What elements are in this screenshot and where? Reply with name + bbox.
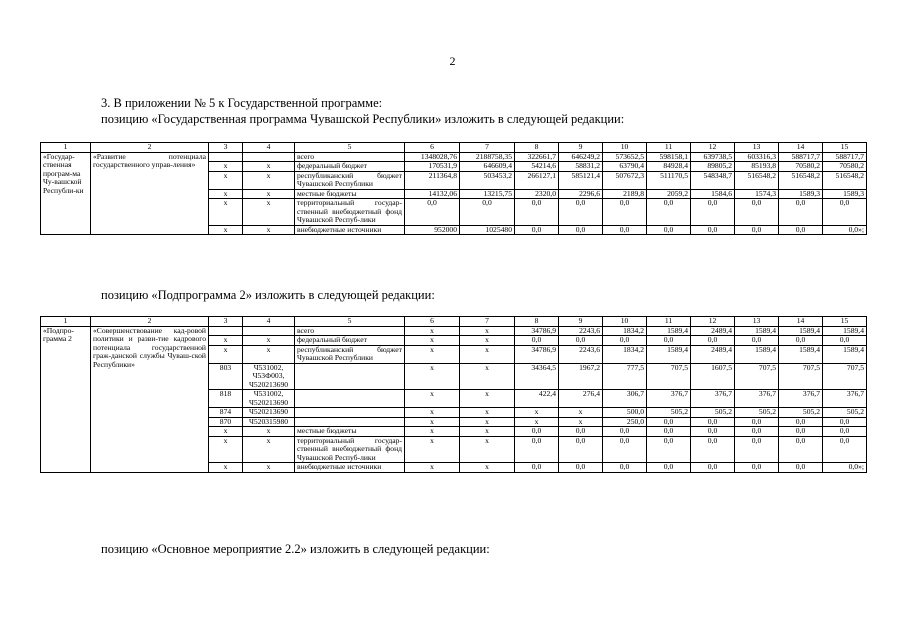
column-number: 13 (735, 317, 779, 327)
amount-cell: х (405, 345, 460, 363)
amount-cell: 585121,4 (559, 171, 603, 189)
column-number: 6 (405, 143, 460, 153)
amount-cell: 516548,2 (735, 171, 779, 189)
amount-cell: 0,0 (515, 427, 559, 437)
grbs-code-cell: 874 (209, 408, 243, 418)
amount-cell: 376,7 (735, 390, 779, 408)
funding-source-cell: территориальный государ-ственный внебюджетный фонд Чувашской Респуб-лики (295, 199, 405, 226)
amount-cell: 0,0 (603, 199, 647, 226)
amount-cell: 34786,9 (515, 326, 559, 336)
intro-paragraph-3: позицию «Основное мероприятие 2.2» изложить в следующей редакции: (101, 542, 490, 556)
funding-source-cell: внебюджетные источники (295, 463, 405, 473)
amount-cell: 0,0 (515, 436, 559, 463)
target-code-cell: х (243, 463, 295, 473)
column-number: 12 (691, 317, 735, 327)
target-code-cell: х (243, 427, 295, 437)
amount-cell: 0,0 (559, 199, 603, 226)
amount-cell: 211364,8 (405, 171, 460, 189)
table-header-row (41, 317, 867, 327)
amount-cell: 0,0 (779, 336, 823, 346)
target-code-cell: Ч531002, Ч53Ф003, Ч520213690 (243, 363, 295, 390)
amount-cell: 0,0 (460, 199, 515, 226)
grbs-code-cell: 870 (209, 417, 243, 427)
amount-cell: х (460, 408, 515, 418)
amount-cell: 0,0 (647, 427, 691, 437)
grbs-code-cell: х (209, 336, 243, 346)
amount-cell: 1607,5 (691, 363, 735, 390)
amount-cell: 0,0 (647, 463, 691, 473)
amount-cell: 376,7 (647, 390, 691, 408)
amount-cell: 0,0 (647, 436, 691, 463)
amount-cell: 422,4 (515, 390, 559, 408)
amount-cell: 1589,4 (779, 345, 823, 363)
budget-table-program (40, 142, 867, 235)
funding-source-cell: всего (295, 152, 405, 162)
amount-cell: х (460, 345, 515, 363)
amount-cell: 70580,2 (823, 162, 867, 172)
amount-cell: 0,0 (823, 199, 867, 226)
amount-cell: х (559, 417, 603, 427)
page-number: 2 (449, 54, 456, 68)
amount-cell: х (460, 336, 515, 346)
amount-cell: 0,0 (691, 336, 735, 346)
amount-cell: 0,0 (647, 225, 691, 235)
column-number: 14 (779, 317, 823, 327)
amount-cell: 14132,06 (405, 189, 460, 199)
column-number: 6 (405, 317, 460, 327)
amount-cell: 500,0 (603, 408, 647, 418)
amount-cell: 2296,6 (559, 189, 603, 199)
funding-source-cell: местные бюджеты (295, 427, 405, 437)
column-number: 11 (647, 143, 691, 153)
amount-cell: 0,0»; (823, 463, 867, 473)
amount-cell: х (460, 427, 515, 437)
amount-cell: 1589,4 (823, 345, 867, 363)
amount-cell: 1589,4 (735, 326, 779, 336)
amount-cell: 1589,4 (647, 326, 691, 336)
column-number: 9 (559, 317, 603, 327)
amount-cell: х (460, 436, 515, 463)
column-number: 4 (243, 317, 295, 327)
amount-cell: 170531,9 (405, 162, 460, 172)
amount-cell: 2188758,35 (460, 152, 515, 162)
funding-source-cell: республиканский бюджет Чувашской Республики (295, 345, 405, 363)
amount-cell: 0,0 (647, 199, 691, 226)
amount-cell: 1589,4 (647, 345, 691, 363)
amount-cell: 376,7 (779, 390, 823, 408)
amount-cell: 0,0 (559, 427, 603, 437)
amount-cell: 0,0 (559, 225, 603, 235)
amount-cell: 1574,3 (735, 189, 779, 199)
target-code-cell (243, 152, 295, 162)
amount-cell: 1589,4 (735, 345, 779, 363)
amount-cell: 0,0 (779, 463, 823, 473)
amount-cell: х (460, 363, 515, 390)
amount-cell: 0,0 (823, 427, 867, 437)
column-number: 8 (515, 143, 559, 153)
amount-cell: 84928,4 (647, 162, 691, 172)
program-name-cell: «Государ-ственная програм-ма Чу-вашской Республи-ки (41, 152, 91, 235)
funding-source-cell: федеральный бюджет (295, 336, 405, 346)
amount-cell: 1589,4 (823, 326, 867, 336)
funding-source-cell: внебюджетные источники (295, 225, 405, 235)
target-code-cell: х (243, 189, 295, 199)
amount-cell: х (405, 417, 460, 427)
amount-cell: х (405, 363, 460, 390)
section-heading: 3. В приложении № 5 к Государственной программе: (101, 96, 383, 110)
amount-cell: 58831,2 (559, 162, 603, 172)
amount-cell: х (405, 336, 460, 346)
amount-cell: 0,0 (603, 336, 647, 346)
grbs-code-cell: х (209, 171, 243, 189)
grbs-code-cell: х (209, 225, 243, 235)
amount-cell: х (405, 463, 460, 473)
amount-cell: 0,0 (515, 199, 559, 226)
column-number: 14 (779, 143, 823, 153)
grbs-code-cell (209, 152, 243, 162)
amount-cell: 588717,7 (823, 152, 867, 162)
table-row (41, 326, 867, 336)
funding-source-cell (295, 408, 405, 418)
amount-cell: 63790,4 (603, 162, 647, 172)
program-title-cell: «Совершенствование кад-ровой политики и разви-тие кадрового потенциала государственной граж-данской службы Чуваш-ской Республики» (91, 326, 209, 472)
amount-cell: 0,0 (515, 463, 559, 473)
amount-cell: 707,5 (779, 363, 823, 390)
amount-cell: 0,0 (823, 436, 867, 463)
grbs-code-cell: х (209, 199, 243, 226)
amount-cell: х (405, 427, 460, 437)
target-code-cell: Ч531002, Ч520213690 (243, 390, 295, 408)
amount-cell: 0,0 (735, 199, 779, 226)
amount-cell: 1589,3 (779, 189, 823, 199)
funding-source-cell (295, 417, 405, 427)
amount-cell: х (559, 408, 603, 418)
amount-cell: 376,7 (823, 390, 867, 408)
amount-cell: 0,0 (691, 225, 735, 235)
amount-cell: 0,0 (779, 436, 823, 463)
amount-cell: 505,2 (647, 408, 691, 418)
amount-cell: 1834,2 (603, 345, 647, 363)
amount-cell: 0,0 (823, 336, 867, 346)
grbs-code-cell: х (209, 436, 243, 463)
amount-cell: 1967,2 (559, 363, 603, 390)
amount-cell: х (405, 408, 460, 418)
grbs-code-cell: 803 (209, 363, 243, 390)
amount-cell: 0,0 (603, 225, 647, 235)
column-number: 2 (91, 317, 209, 327)
grbs-code-cell: х (209, 189, 243, 199)
column-number: 9 (559, 143, 603, 153)
amount-cell: 2243,6 (559, 345, 603, 363)
amount-cell: 1348028,76 (405, 152, 460, 162)
program-title-cell: «Развитие потенциала государственного управ-ления» (91, 152, 209, 235)
amount-cell: 2243,6 (559, 326, 603, 336)
target-code-cell: х (243, 199, 295, 226)
amount-cell: х (515, 408, 559, 418)
amount-cell: 0,0 (779, 427, 823, 437)
column-number: 10 (603, 317, 647, 327)
amount-cell: 13215,75 (460, 189, 515, 199)
grbs-code-cell (209, 326, 243, 336)
funding-source-cell: федеральный бюджет (295, 162, 405, 172)
amount-cell: 0,0 (603, 436, 647, 463)
amount-cell: 0,0 (823, 417, 867, 427)
grbs-code-cell: 818 (209, 390, 243, 408)
amount-cell: 646249,2 (559, 152, 603, 162)
column-number: 12 (691, 143, 735, 153)
amount-cell: 0,0 (559, 336, 603, 346)
amount-cell: 1025480 (460, 225, 515, 235)
amount-cell: х (460, 417, 515, 427)
amount-cell: 0,0 (779, 225, 823, 235)
amount-cell: 0,0 (515, 225, 559, 235)
amount-cell: 0,0 (735, 225, 779, 235)
column-number: 3 (209, 143, 243, 153)
column-number: 15 (823, 317, 867, 327)
funding-source-cell (295, 390, 405, 408)
amount-cell: 0,0 (691, 427, 735, 437)
amount-cell: 0,0 (691, 199, 735, 226)
amount-cell: 2489,4 (691, 345, 735, 363)
amount-cell: 0,0 (691, 463, 735, 473)
grbs-code-cell: х (209, 463, 243, 473)
amount-cell: 573652,5 (603, 152, 647, 162)
column-number: 7 (460, 317, 515, 327)
target-code-cell: Ч520315980 (243, 417, 295, 427)
amount-cell: 34786,9 (515, 345, 559, 363)
amount-cell: х (405, 390, 460, 408)
amount-cell: 1589,4 (779, 326, 823, 336)
amount-cell: 503453,2 (460, 171, 515, 189)
intro-paragraph-1: позицию «Государственная программа Чувашской Республики» изложить в следующей редакции: (101, 112, 625, 126)
target-code-cell: х (243, 225, 295, 235)
amount-cell: 646609,4 (460, 162, 515, 172)
amount-cell: 0,0 (779, 417, 823, 427)
amount-cell: 603316,3 (735, 152, 779, 162)
amount-cell: 548348,7 (691, 171, 735, 189)
amount-cell: 70580,2 (779, 162, 823, 172)
target-code-cell: х (243, 171, 295, 189)
amount-cell: 2059,2 (647, 189, 691, 199)
amount-cell: 0,0»; (823, 225, 867, 235)
amount-cell: 598158,1 (647, 152, 691, 162)
funding-source-cell: республиканский бюджет Чувашской Республики (295, 171, 405, 189)
amount-cell: х (460, 326, 515, 336)
amount-cell: 0,0 (735, 436, 779, 463)
column-number: 5 (295, 143, 405, 153)
column-number: 2 (91, 143, 209, 153)
amount-cell: 505,2 (779, 408, 823, 418)
column-number: 8 (515, 317, 559, 327)
amount-cell: 250,0 (603, 417, 647, 427)
amount-cell: 0,0 (603, 463, 647, 473)
budget-table-subprogram-2 (40, 316, 867, 473)
column-number: 7 (460, 143, 515, 153)
amount-cell: 54214,6 (515, 162, 559, 172)
funding-source-cell: местные бюджеты (295, 189, 405, 199)
amount-cell: 0,0 (691, 436, 735, 463)
column-number: 1 (41, 143, 91, 153)
column-number: 13 (735, 143, 779, 153)
column-number: 1 (41, 317, 91, 327)
funding-source-cell: всего (295, 326, 405, 336)
amount-cell: 0,0 (515, 336, 559, 346)
amount-cell: 0,0 (647, 336, 691, 346)
amount-cell: 2320,0 (515, 189, 559, 199)
target-code-cell (243, 326, 295, 336)
amount-cell: 376,7 (691, 390, 735, 408)
amount-cell: 2489,4 (691, 326, 735, 336)
column-number: 15 (823, 143, 867, 153)
amount-cell: 2189,8 (603, 189, 647, 199)
column-number: 5 (295, 317, 405, 327)
amount-cell: х (460, 463, 515, 473)
amount-cell: 516548,2 (823, 171, 867, 189)
amount-cell: 85193,8 (735, 162, 779, 172)
table-header-row (41, 143, 867, 153)
intro-paragraph-2: позицию «Подпрограмма 2» изложить в следующей редакции: (101, 288, 435, 302)
grbs-code-cell: х (209, 427, 243, 437)
amount-cell: 0,0 (735, 417, 779, 427)
amount-cell: 322661,7 (515, 152, 559, 162)
amount-cell: 707,5 (647, 363, 691, 390)
amount-cell: 0,0 (779, 199, 823, 226)
amount-cell: 505,2 (691, 408, 735, 418)
grbs-code-cell: х (209, 345, 243, 363)
amount-cell: 0,0 (603, 427, 647, 437)
amount-cell: 505,2 (823, 408, 867, 418)
column-number: 10 (603, 143, 647, 153)
column-number: 11 (647, 317, 691, 327)
amount-cell: 276,4 (559, 390, 603, 408)
amount-cell: х (460, 390, 515, 408)
amount-cell: 1584,6 (691, 189, 735, 199)
amount-cell: 0,0 (559, 436, 603, 463)
target-code-cell: х (243, 336, 295, 346)
amount-cell: 777,5 (603, 363, 647, 390)
amount-cell: 952000 (405, 225, 460, 235)
amount-cell: 639738,5 (691, 152, 735, 162)
amount-cell: 511170,5 (647, 171, 691, 189)
amount-cell: 0,0 (559, 463, 603, 473)
amount-cell: 0,0 (691, 417, 735, 427)
column-number: 3 (209, 317, 243, 327)
target-code-cell: х (243, 436, 295, 463)
target-code-cell: х (243, 345, 295, 363)
amount-cell: х (405, 436, 460, 463)
amount-cell: 707,5 (823, 363, 867, 390)
amount-cell: 0,0 (647, 417, 691, 427)
amount-cell: 505,2 (735, 408, 779, 418)
amount-cell: 707,5 (735, 363, 779, 390)
target-code-cell: Ч520213690 (243, 408, 295, 418)
column-number: 4 (243, 143, 295, 153)
amount-cell: 507672,3 (603, 171, 647, 189)
amount-cell: 34364,5 (515, 363, 559, 390)
amount-cell: 516548,2 (779, 171, 823, 189)
table-row (41, 152, 867, 162)
grbs-code-cell: х (209, 162, 243, 172)
amount-cell: х (405, 326, 460, 336)
program-name-cell: «Подпро-грамма 2 (41, 326, 91, 472)
amount-cell: 266127,1 (515, 171, 559, 189)
amount-cell: 588717,7 (779, 152, 823, 162)
amount-cell: 0,0 (735, 336, 779, 346)
funding-source-cell: территориальный государ-ственный внебюджетный фонд Чувашской Респуб-лики (295, 436, 405, 463)
amount-cell: 1834,2 (603, 326, 647, 336)
amount-cell: 1589,3 (823, 189, 867, 199)
amount-cell: 0,0 (735, 427, 779, 437)
amount-cell: 0,0 (405, 199, 460, 226)
target-code-cell: х (243, 162, 295, 172)
amount-cell: х (515, 417, 559, 427)
amount-cell: 0,0 (735, 463, 779, 473)
funding-source-cell (295, 363, 405, 390)
amount-cell: 89805,2 (691, 162, 735, 172)
amount-cell: 306,7 (603, 390, 647, 408)
